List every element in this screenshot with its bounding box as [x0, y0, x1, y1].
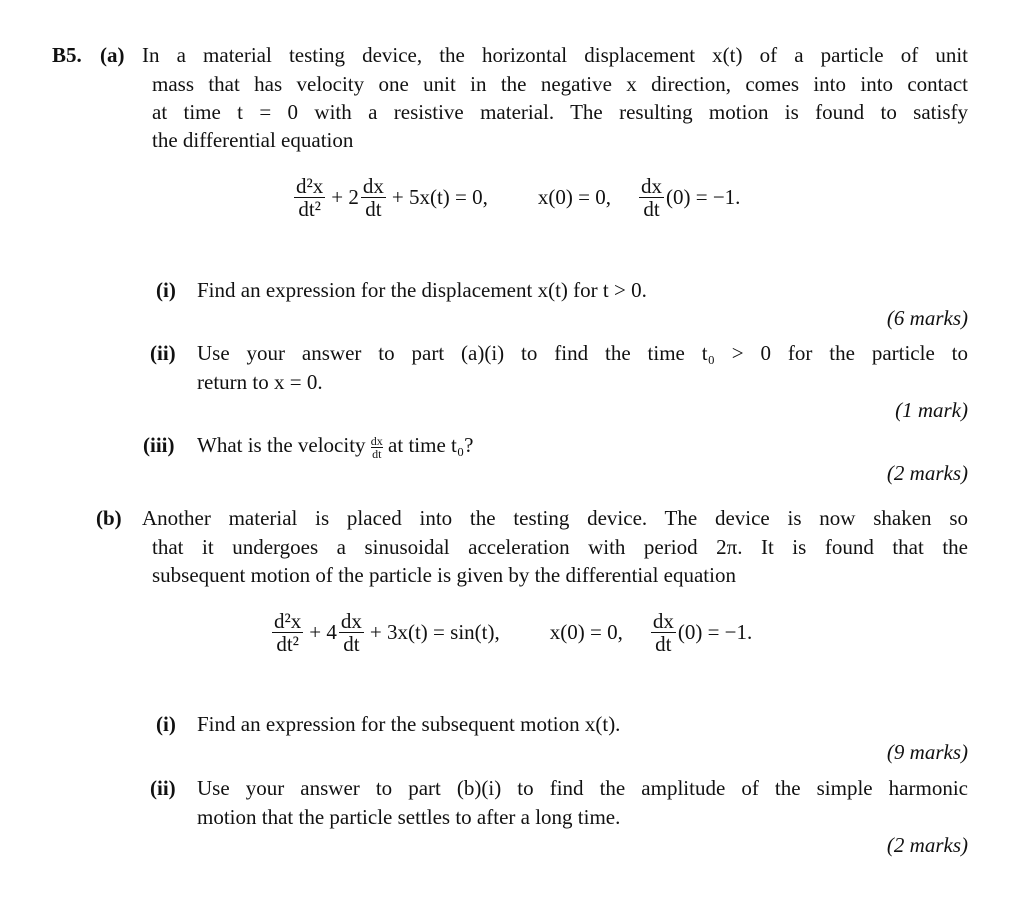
marks: (1 mark): [895, 398, 968, 422]
eq-den: dt: [643, 197, 660, 221]
text: at time t₀?: [388, 433, 474, 457]
eq-op: + 4: [309, 620, 337, 644]
part-b-intro-line: that it undergoes a sinusoidal acceleration with period 2π. It is found that the: [152, 535, 968, 559]
subpart-text: Find an expression for the subsequent motion x(t).: [197, 712, 621, 736]
marks: (6 marks): [886, 306, 968, 330]
subpart-text: Use your answer to part (a)(i) to find the time t₀ > 0 for the particle to: [197, 341, 968, 365]
eq-den: dt: [343, 632, 360, 656]
eq-num: d²x: [296, 174, 324, 198]
subpart-label: (ii): [150, 776, 176, 800]
marks: (2 marks): [886, 461, 968, 485]
part-b-equation: [270, 610, 752, 655]
part-b-intro-line: subsequent motion of the particle is given by the differential equation: [152, 563, 736, 587]
eq-num: dx: [641, 174, 662, 198]
part-b-intro-line: Another material is placed into the testing device. The device is now shaken so: [142, 506, 968, 530]
eq-ic1: x(0) = 0,: [549, 620, 623, 644]
frac-den: dt: [372, 446, 382, 461]
part-a-label: (a): [100, 43, 125, 67]
marks: (2 marks): [886, 833, 968, 857]
eq-den: dt²: [276, 632, 299, 656]
eq-num: dx: [340, 609, 362, 633]
eq-num: d²x: [274, 609, 302, 633]
eq-den: dt: [365, 197, 382, 221]
eq-ic2: (0) = −1.: [666, 185, 741, 209]
text: What is the velocity: [197, 433, 366, 457]
marks: (9 marks): [886, 740, 968, 764]
part-b-label: (b): [96, 506, 122, 530]
eq-den: dt²: [298, 197, 321, 221]
subpart-text: motion that the particle settles to after a long time.: [197, 805, 621, 829]
subpart-text: return to x = 0.: [197, 370, 323, 394]
eq-rest: + 3x(t) = sin(t),: [369, 620, 500, 644]
subpart-text: Find an expression for the displacement x(t) for t > 0.: [197, 278, 647, 302]
subpart-label: (i): [156, 278, 176, 302]
subpart-label: (iii): [143, 433, 175, 457]
subpart-text: Use your answer to part (b)(i) to find the amplitude of the simple harmonic: [197, 776, 968, 800]
question-label: B5.: [52, 43, 82, 67]
frac-num: dx: [370, 433, 383, 448]
eq-num: dx: [362, 174, 384, 198]
eq-rest: + 5x(t) = 0,: [391, 185, 488, 209]
eq-num: dx: [652, 609, 674, 633]
eq-ic1: x(0) = 0,: [537, 185, 611, 209]
eq-op: + 2: [331, 185, 359, 209]
part-a-equation: [292, 175, 740, 220]
part-a-intro-line: In a material testing device, the horizontal displacement x(t) of a particle of unit: [142, 43, 968, 67]
part-a-intro-line: mass that has velocity one unit in the negative x direction, comes into into contact: [152, 72, 968, 96]
subpart-label: (ii): [150, 341, 176, 365]
part-a-intro-line: the differential equation: [152, 128, 354, 152]
eq-den: dt: [655, 632, 672, 656]
subpart-text: [197, 432, 474, 460]
part-a-intro-line: at time t = 0 with a resistive material. The resulting motion is found to satisfy: [152, 100, 968, 124]
eq-ic2: (0) = −1.: [677, 620, 753, 644]
subpart-label: (i): [156, 712, 176, 736]
